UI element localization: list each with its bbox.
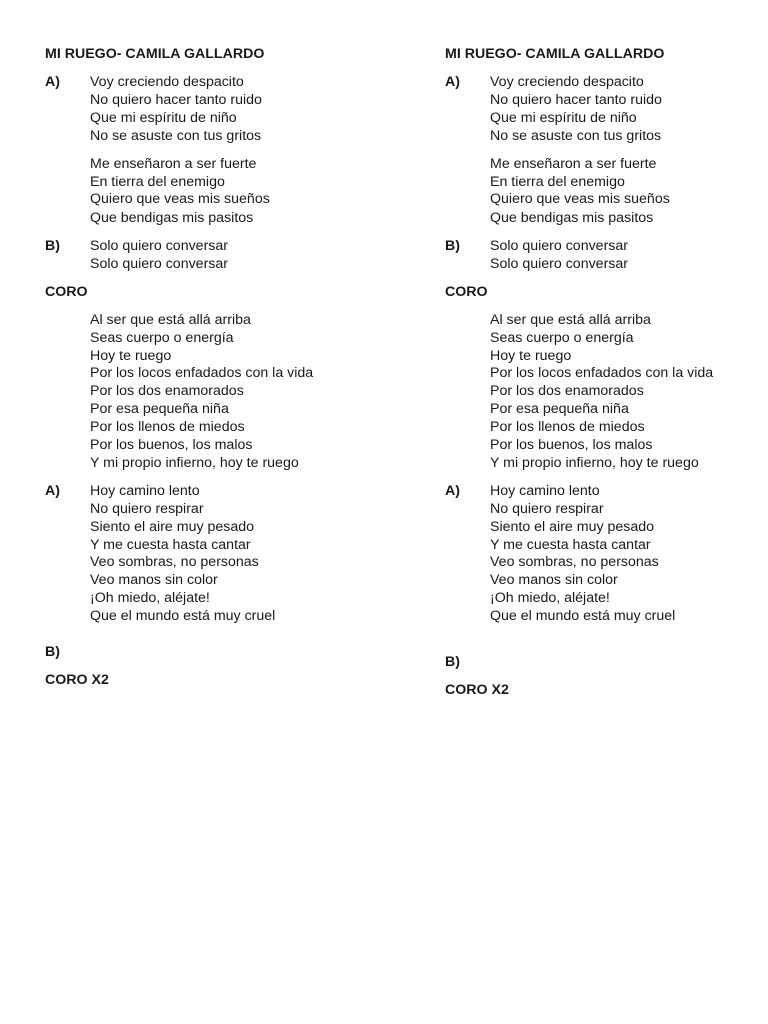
lyric-line: No quiero hacer tanto ruido: [490, 92, 662, 108]
chorus-heading: CORO: [445, 284, 488, 300]
lyric-line: Voy creciendo despacito: [490, 74, 644, 90]
lyric-line: Al ser que está allá arriba: [90, 312, 251, 328]
lyric-line: Por los dos enamorados: [90, 383, 244, 399]
section-label-a: A): [45, 483, 60, 499]
song-title: MI RUEGO- CAMILA GALLARDO: [45, 46, 265, 62]
final-chorus-heading: CORO X2: [445, 682, 509, 698]
lyric-line: Veo manos sin color: [90, 572, 218, 588]
lyric-line: Seas cuerpo o energía: [490, 330, 634, 346]
lyric-line: Hoy camino lento: [490, 483, 600, 499]
lyric-line: No se asuste con tus gritos: [90, 128, 262, 144]
lyric-line: Por los locos enfadados con la vida: [490, 365, 714, 381]
chorus-heading: CORO: [45, 284, 88, 300]
lyrics-column-right: [445, 0, 768, 1024]
lyric-line: Siento el aire muy pesado: [90, 519, 255, 535]
lyric-line: Por los llenos de miedos: [490, 419, 645, 435]
lyric-line: Siento el aire muy pesado: [490, 519, 655, 535]
section-label-b: B): [45, 644, 60, 660]
lyric-line: Hoy camino lento: [90, 483, 200, 499]
lyric-line: Voy creciendo despacito: [90, 74, 244, 90]
lyric-line: Hoy te ruego: [90, 348, 172, 364]
lyric-line: En tierra del enemigo: [490, 174, 625, 190]
lyric-line: Por los llenos de miedos: [90, 419, 245, 435]
section-label-b: B): [445, 654, 460, 670]
lyric-line: Por los locos enfadados con la vida: [90, 365, 314, 381]
lyric-line: No quiero hacer tanto ruido: [90, 92, 262, 108]
lyric-line: Que mi espíritu de niño: [90, 110, 237, 126]
section-label-a: A): [445, 483, 460, 499]
lyric-line: Veo sombras, no personas: [90, 554, 259, 570]
lyric-line: Quiero que veas mis sueños: [490, 191, 670, 207]
lyric-line: Que el mundo está muy cruel: [490, 608, 676, 624]
lyric-line: Y mi propio infierno, hoy te ruego: [490, 455, 699, 471]
lyric-line: Hoy te ruego: [490, 348, 572, 364]
song-title: MI RUEGO- CAMILA GALLARDO: [445, 46, 665, 62]
lyric-line: No quiero respirar: [490, 501, 604, 517]
lyric-line: ¡Oh miedo, aléjate!: [490, 590, 610, 606]
lyric-line: Por esa pequeña niña: [90, 401, 229, 417]
lyric-line: Seas cuerpo o energía: [90, 330, 234, 346]
lyrics-column-left: [45, 0, 385, 1024]
lyric-line: Por esa pequeña niña: [490, 401, 629, 417]
lyric-line: No se asuste con tus gritos: [490, 128, 662, 144]
lyric-line: Me enseñaron a ser fuerte: [490, 156, 657, 172]
section-label-a: A): [445, 74, 460, 90]
lyric-line: Al ser que está allá arriba: [490, 312, 651, 328]
lyric-line: Solo quiero conversar: [490, 238, 629, 254]
lyric-line: Por los buenos, los malos: [90, 437, 253, 453]
lyric-line: En tierra del enemigo: [90, 174, 225, 190]
section-label-b: B): [45, 238, 60, 254]
lyric-line: Solo quiero conversar: [490, 256, 629, 272]
final-chorus-heading: CORO X2: [45, 672, 109, 688]
lyric-line: Por los dos enamorados: [490, 383, 644, 399]
lyric-line: Que mi espíritu de niño: [490, 110, 637, 126]
section-label-b: B): [445, 238, 460, 254]
lyric-line: Y mi propio infierno, hoy te ruego: [90, 455, 299, 471]
lyric-line: Veo sombras, no personas: [490, 554, 659, 570]
lyric-line: No quiero respirar: [90, 501, 204, 517]
lyric-line: Que bendigas mis pasitos: [490, 210, 654, 226]
lyric-line: Solo quiero conversar: [90, 238, 229, 254]
lyric-line: Veo manos sin color: [490, 572, 618, 588]
lyric-line: Por los buenos, los malos: [490, 437, 653, 453]
lyric-line: Solo quiero conversar: [90, 256, 229, 272]
section-label-a: A): [45, 74, 60, 90]
lyric-line: ¡Oh miedo, aléjate!: [90, 590, 210, 606]
lyric-line: Y me cuesta hasta cantar: [90, 537, 251, 553]
lyric-line: Quiero que veas mis sueños: [90, 191, 270, 207]
lyric-line: Que bendigas mis pasitos: [90, 210, 254, 226]
lyric-line: Que el mundo está muy cruel: [90, 608, 276, 624]
lyric-line: Me enseñaron a ser fuerte: [90, 156, 257, 172]
lyric-line: Y me cuesta hasta cantar: [490, 537, 651, 553]
